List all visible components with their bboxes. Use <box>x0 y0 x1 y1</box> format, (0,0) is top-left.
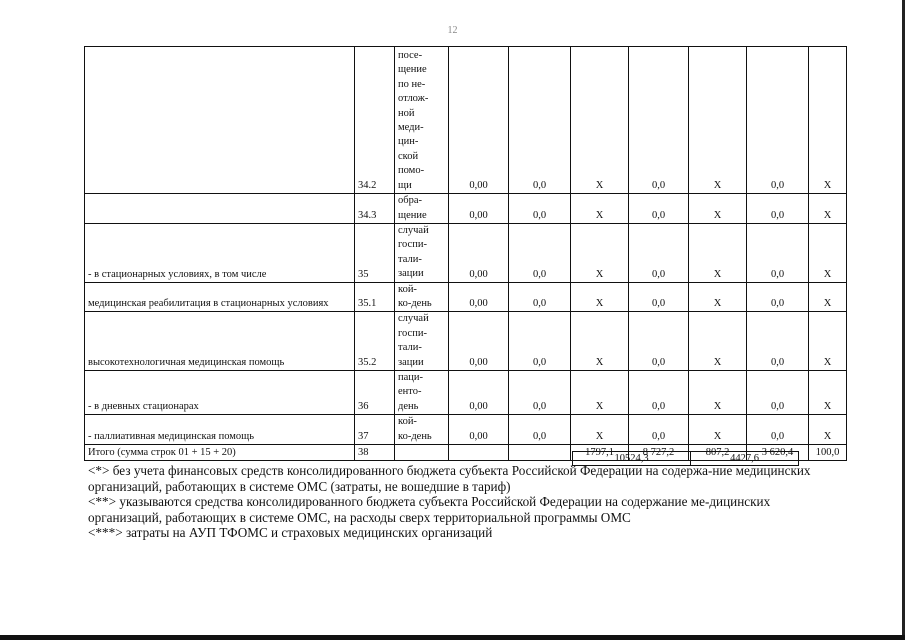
row-code-cell: 36 <box>355 371 395 415</box>
unit-cell <box>395 312 449 371</box>
value-cell: 0,00 <box>449 282 509 312</box>
value-cell: 0,0 <box>747 415 809 445</box>
total-name-cell: Итого (сумма строк 01 + 15 + 20) <box>85 445 355 461</box>
table-row <box>85 282 847 312</box>
scan-edge-bottom <box>0 635 905 640</box>
table-row <box>85 224 847 283</box>
value-cell: X <box>689 194 747 224</box>
row-name-cell: медицинская реабилитация в стационарных условиях <box>85 282 355 312</box>
value-cell: 0,0 <box>629 194 689 224</box>
value-cell: X <box>689 282 747 312</box>
unit-cell <box>395 194 449 224</box>
value-cell: X <box>571 415 629 445</box>
value-cell: 0,0 <box>509 47 571 194</box>
row-name-cell: - паллиативная медицинская помощь <box>85 415 355 445</box>
row-name-cell <box>85 194 355 224</box>
unit-cell <box>395 47 449 194</box>
value-cell: 0,00 <box>449 371 509 415</box>
row-code-cell: 35 <box>355 224 395 283</box>
value-cell: 0,0 <box>629 415 689 445</box>
footnote: <**> указываются средства консолидированного бюджета субъекта Российской Федерации на содержание ме-дицинских организаций, работающих в системе ОМС, на расходы сверх территориальной программы ОМС <box>88 494 771 525</box>
total-value-cell: 1797,1 <box>571 445 629 461</box>
value-cell: X <box>689 224 747 283</box>
value-cell: 0,0 <box>509 415 571 445</box>
unit-text: кой- ко-день <box>398 416 432 442</box>
table-row <box>85 415 847 445</box>
unit-text: кой- ко-день <box>398 283 432 310</box>
footnote: <***> затраты на АУП ТФОМС и страховых медицинских организаций <box>88 525 493 540</box>
value-cell: 0,0 <box>629 47 689 194</box>
value-cell: X <box>689 415 747 445</box>
subtotal-cell: 4427,6 <box>691 452 799 466</box>
value-cell: 0,0 <box>747 194 809 224</box>
total-value-cell <box>449 445 509 461</box>
subtotal-cell: 10524,3 <box>573 452 691 466</box>
value-cell: X <box>571 371 629 415</box>
unit-cell <box>395 415 449 445</box>
value-cell: 0,0 <box>747 224 809 283</box>
unit-cell <box>395 282 449 312</box>
total-code-cell: 38 <box>355 445 395 461</box>
value-cell: 0,0 <box>747 282 809 312</box>
value-cell: 0,00 <box>449 194 509 224</box>
row-name-cell: высокотехнологичная медицинская помощь <box>85 312 355 371</box>
value-cell: 0,0 <box>509 224 571 283</box>
value-cell: X <box>809 224 847 283</box>
table-row <box>85 194 847 224</box>
row-code-cell: 34.3 <box>355 194 395 224</box>
unit-text: случай госпи- тали- зации <box>398 313 429 368</box>
footnotes <box>88 463 818 541</box>
financial-table <box>84 46 847 461</box>
value-cell: X <box>571 282 629 312</box>
value-cell: 0,0 <box>747 371 809 415</box>
unit-text: обра- щение <box>398 195 427 221</box>
row-name-cell: - в стационарных условиях, в том числе <box>85 224 355 283</box>
value-cell: X <box>571 194 629 224</box>
page-number: 12 <box>447 25 458 36</box>
value-cell: 0,0 <box>509 312 571 371</box>
row-code-cell: 35.1 <box>355 282 395 312</box>
total-value-cell: 807,2 <box>689 445 747 461</box>
value-cell: 0,0 <box>747 312 809 371</box>
total-value-cell: 3 620,4 <box>747 445 809 461</box>
total-value-cell <box>395 445 449 461</box>
value-cell: X <box>809 47 847 194</box>
value-cell: X <box>571 312 629 371</box>
value-cell: X <box>809 282 847 312</box>
total-value-cell: 8 727,2 <box>629 445 689 461</box>
row-code-cell: 35.2 <box>355 312 395 371</box>
value-cell: 0,0 <box>629 282 689 312</box>
value-cell: X <box>571 224 629 283</box>
value-cell: X <box>571 47 629 194</box>
table-row <box>85 312 847 371</box>
value-cell: X <box>809 194 847 224</box>
row-code-cell: 37 <box>355 415 395 445</box>
value-cell: 0,0 <box>629 224 689 283</box>
unit-cell <box>395 371 449 415</box>
value-cell: 0,00 <box>449 312 509 371</box>
value-cell: 0,0 <box>629 371 689 415</box>
value-cell: 0,00 <box>449 224 509 283</box>
value-cell: X <box>809 415 847 445</box>
value-cell: X <box>809 371 847 415</box>
total-value-cell: 100,0 <box>809 445 847 461</box>
footnote: <*> без учета финансовых средств консолидированного бюджета субъекта Российской Федерации на содержа-ние медицинских организаций, работающих в системе ОМС (затраты, не вошедшие в тариф) <box>88 463 811 494</box>
unit-text: посе- щение по не- отлож- ной меди- цин- ской помо- щи <box>398 49 429 191</box>
value-cell: 0,0 <box>509 371 571 415</box>
value-cell: 0,0 <box>747 47 809 194</box>
value-cell: 0,0 <box>509 194 571 224</box>
value-cell: X <box>689 312 747 371</box>
unit-text: случай госпи- тали- зации <box>398 225 429 280</box>
value-cell: 0,00 <box>449 47 509 194</box>
value-cell: X <box>689 371 747 415</box>
row-name-cell <box>85 47 355 194</box>
row-code-cell: 34.2 <box>355 47 395 194</box>
total-value-cell <box>509 445 571 461</box>
value-cell: X <box>809 312 847 371</box>
value-cell: 0,0 <box>509 282 571 312</box>
value-cell: 0,0 <box>629 312 689 371</box>
value-cell: 0,00 <box>449 415 509 445</box>
value-cell: X <box>689 47 747 194</box>
unit-cell <box>395 224 449 283</box>
row-name-cell: - в дневных стационарах <box>85 371 355 415</box>
table-row <box>85 47 847 194</box>
table-row <box>85 371 847 415</box>
unit-text: паци- енто- день <box>398 372 424 412</box>
